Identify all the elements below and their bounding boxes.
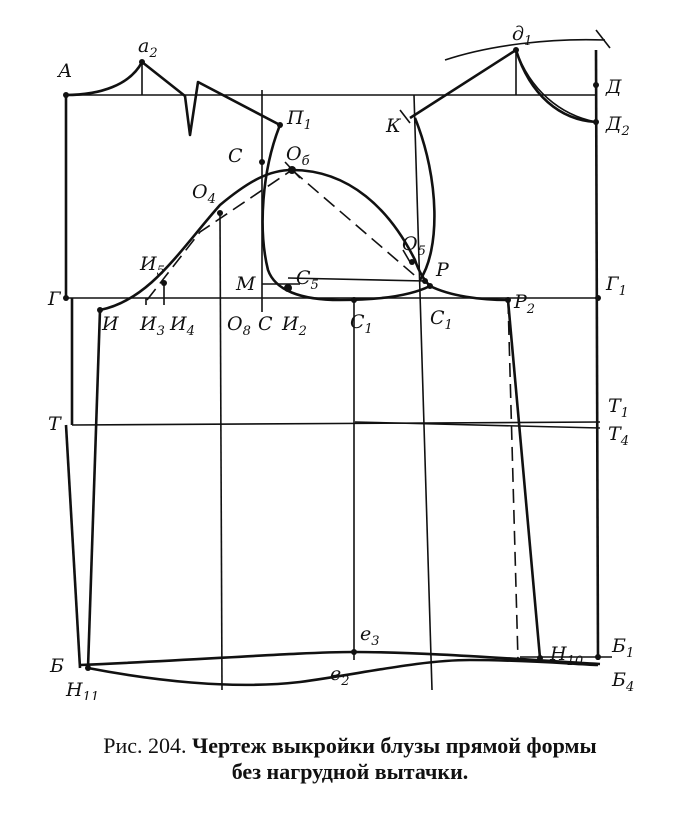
point-labels [47, 23, 634, 700]
arcs [285, 30, 610, 262]
label-K: К [386, 115, 401, 137]
label-I2: $И_2$ [282, 313, 307, 339]
figure-caption [0, 733, 700, 785]
dot-O5 [409, 259, 415, 265]
dot-C-top [259, 159, 265, 165]
label-O5: $О_5$ [402, 233, 426, 259]
dot-I5 [161, 280, 167, 286]
label-D2: $Д_2$ [606, 113, 630, 139]
label-E3: $е_3$ [360, 623, 380, 649]
label-O8: $О_8$ [227, 313, 251, 339]
dot-G1 [595, 295, 601, 301]
label-C5: $С_5$ [296, 267, 319, 293]
dot-a2 [139, 59, 145, 65]
outline [66, 50, 600, 685]
dot-A [63, 92, 69, 98]
shoulder-back [142, 62, 280, 135]
label-T1: $Т_1$ [608, 395, 629, 421]
dot-P2 [505, 297, 511, 303]
label-B1: $Б_1$ [612, 635, 635, 661]
caption-prefix: Рис. 204. [103, 733, 187, 758]
dot-B1 [595, 654, 601, 660]
side-seam-back-rule [66, 425, 80, 668]
armhole-chord-front [292, 170, 420, 280]
label-B: Б [50, 655, 64, 677]
label-C-top: С [228, 145, 243, 167]
label-P1: $П_1$ [287, 107, 312, 133]
neck-front [516, 50, 596, 122]
shoulder-front [410, 50, 516, 118]
construction-lines [66, 50, 612, 690]
line-O8-vertical [220, 215, 222, 690]
dot-O4 [217, 210, 223, 216]
dot-E3 [351, 649, 357, 655]
label-B4: $Б_4$ [612, 669, 635, 695]
arc-K-mark [400, 110, 410, 123]
dot-P1 [277, 122, 283, 128]
label-T: Т [48, 413, 61, 435]
dot-D2 [593, 119, 599, 125]
side-seam-back [88, 310, 100, 668]
dot-H10 [537, 655, 543, 661]
front-center [596, 50, 598, 660]
label-O4: $О_4$ [192, 181, 216, 207]
dot-D [593, 82, 599, 88]
label-P: Р [436, 259, 449, 281]
label-E2: $е_2$ [330, 663, 350, 689]
arc-neck-front [516, 50, 596, 122]
label-A: А [58, 60, 73, 82]
neck-back [66, 62, 142, 95]
caption-title-1: Чертеж выкройки блузы прямой формы [192, 733, 597, 758]
dot-G [63, 295, 69, 301]
dot-P [422, 278, 428, 284]
label-H11: $Н_{11}$ [66, 679, 100, 700]
label-O6: $О_б$ [286, 143, 310, 169]
label-T4: $Т_4$ [608, 423, 629, 449]
dot-C5 [284, 284, 292, 292]
label-H10: $Н_{10}$ [550, 643, 584, 669]
dot-Cc1 [351, 297, 357, 303]
label-I4: $И_4$ [170, 313, 195, 339]
point-markers [63, 47, 601, 671]
label-D: Д [606, 76, 622, 98]
caption-line-2: без нагрудной вытачки. [231, 759, 469, 784]
label-I3: $И_3$ [140, 313, 165, 339]
dot-H11 [85, 665, 91, 671]
dashed-lines [147, 170, 518, 660]
label-G: Г [48, 288, 61, 310]
label-C1: $С_1$ [430, 307, 453, 333]
caption-line-1 [0, 733, 700, 759]
label-C-bot: С [258, 313, 273, 335]
dot-O6 [288, 166, 296, 174]
label-Cc1: $С_1$ [350, 311, 373, 337]
label-d1: $д_1$ [512, 23, 533, 49]
label-I5: $И_5$ [140, 253, 165, 279]
label-M: М [236, 273, 256, 295]
label-I: И [102, 313, 119, 335]
line-T-T1 [72, 422, 600, 425]
dot-C1 [427, 283, 433, 289]
label-a2: $а_2$ [138, 35, 158, 61]
label-P2: $Р_2$ [514, 291, 536, 317]
line-mid-vertical [414, 95, 432, 690]
label-G1: $Г_1$ [606, 273, 627, 299]
dot-d1 [513, 47, 519, 53]
